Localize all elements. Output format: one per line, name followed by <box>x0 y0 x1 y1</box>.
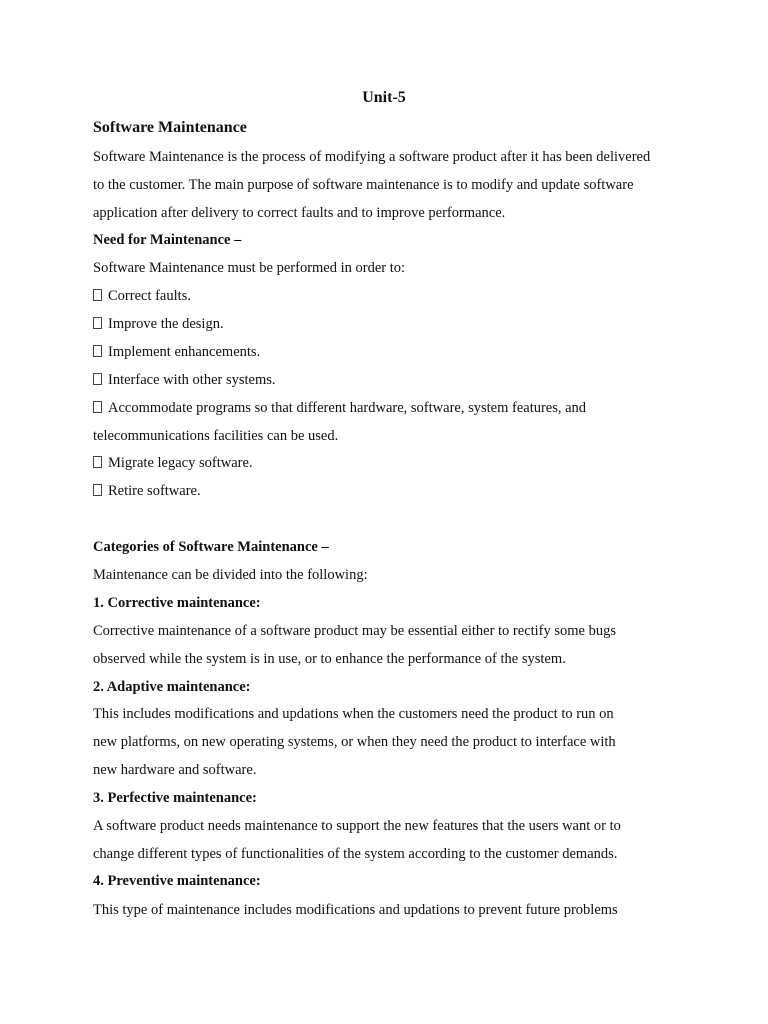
bullet-continuation: telecommunications facilities can be used. <box>93 428 339 444</box>
bullet-item <box>93 399 728 417</box>
section-title: Software Maintenance <box>93 119 247 136</box>
categories-heading: Categories of Software Maintenance – <box>93 539 329 555</box>
categories-intro: Maintenance can be divided into the following: <box>93 567 368 583</box>
category-text-line: Corrective maintenance of a software product may be essential either to rectify some bugs <box>93 623 617 639</box>
bullet-box-icon <box>93 401 102 413</box>
category-text-line: observed while the system is in use, or to enhance the performance of the system. <box>93 651 566 667</box>
category-heading-perfective: 3. Perfective maintenance: <box>93 790 257 806</box>
category-text-line: This type of maintenance includes modifications and updations to prevent future problems <box>93 902 618 918</box>
unit-title: Unit-5 <box>362 89 406 106</box>
bullet-item <box>93 315 728 333</box>
bullet-text: Accommodate programs so that different hardware, software, system features, and <box>108 400 587 416</box>
bullet-item <box>93 343 728 361</box>
intro-line-2: to the customer. The main purpose of software maintenance is to modify and update software <box>93 177 634 193</box>
bullet-box-icon <box>93 317 102 329</box>
category-text-line: A software product needs maintenance to support the new features that the users want or to <box>93 818 621 834</box>
bullet-text: Correct faults. <box>108 288 191 304</box>
bullet-box-icon <box>93 373 102 385</box>
bullet-text: Improve the design. <box>108 316 224 332</box>
category-heading-preventive: 4. Preventive maintenance: <box>93 873 261 889</box>
category-text-line: new hardware and software. <box>93 762 257 778</box>
intro-line-3: application after delivery to correct faults and to improve performance. <box>93 205 506 221</box>
bullet-text: Retire software. <box>108 483 201 499</box>
category-text-line: This includes modifications and updations when the customers need the product to run on <box>93 706 614 722</box>
bullet-item <box>93 454 728 472</box>
category-text-line: change different types of functionalities of the system according to the customer demands. <box>93 846 618 862</box>
bullet-item <box>93 287 728 305</box>
bullet-box-icon <box>93 456 102 468</box>
bullet-item <box>93 371 728 389</box>
need-heading: Need for Maintenance – <box>93 232 242 248</box>
bullet-text: Implement enhancements. <box>108 344 261 360</box>
bullet-box-icon <box>93 484 102 496</box>
category-heading-corrective: 1. Corrective maintenance: <box>93 595 261 611</box>
bullet-item <box>93 482 728 500</box>
bullet-box-icon <box>93 289 102 301</box>
intro-line-1: Software Maintenance is the process of modifying a software product after it has been delivered <box>93 149 651 165</box>
category-heading-adaptive: 2. Adaptive maintenance: <box>93 679 251 695</box>
need-intro: Software Maintenance must be performed in order to: <box>93 260 406 276</box>
bullet-text: Interface with other systems. <box>108 372 276 388</box>
bullet-text: Migrate legacy software. <box>108 455 253 471</box>
category-text-line: new platforms, on new operating systems, or when they need the product to interface with <box>93 734 616 750</box>
bullet-box-icon <box>93 345 102 357</box>
